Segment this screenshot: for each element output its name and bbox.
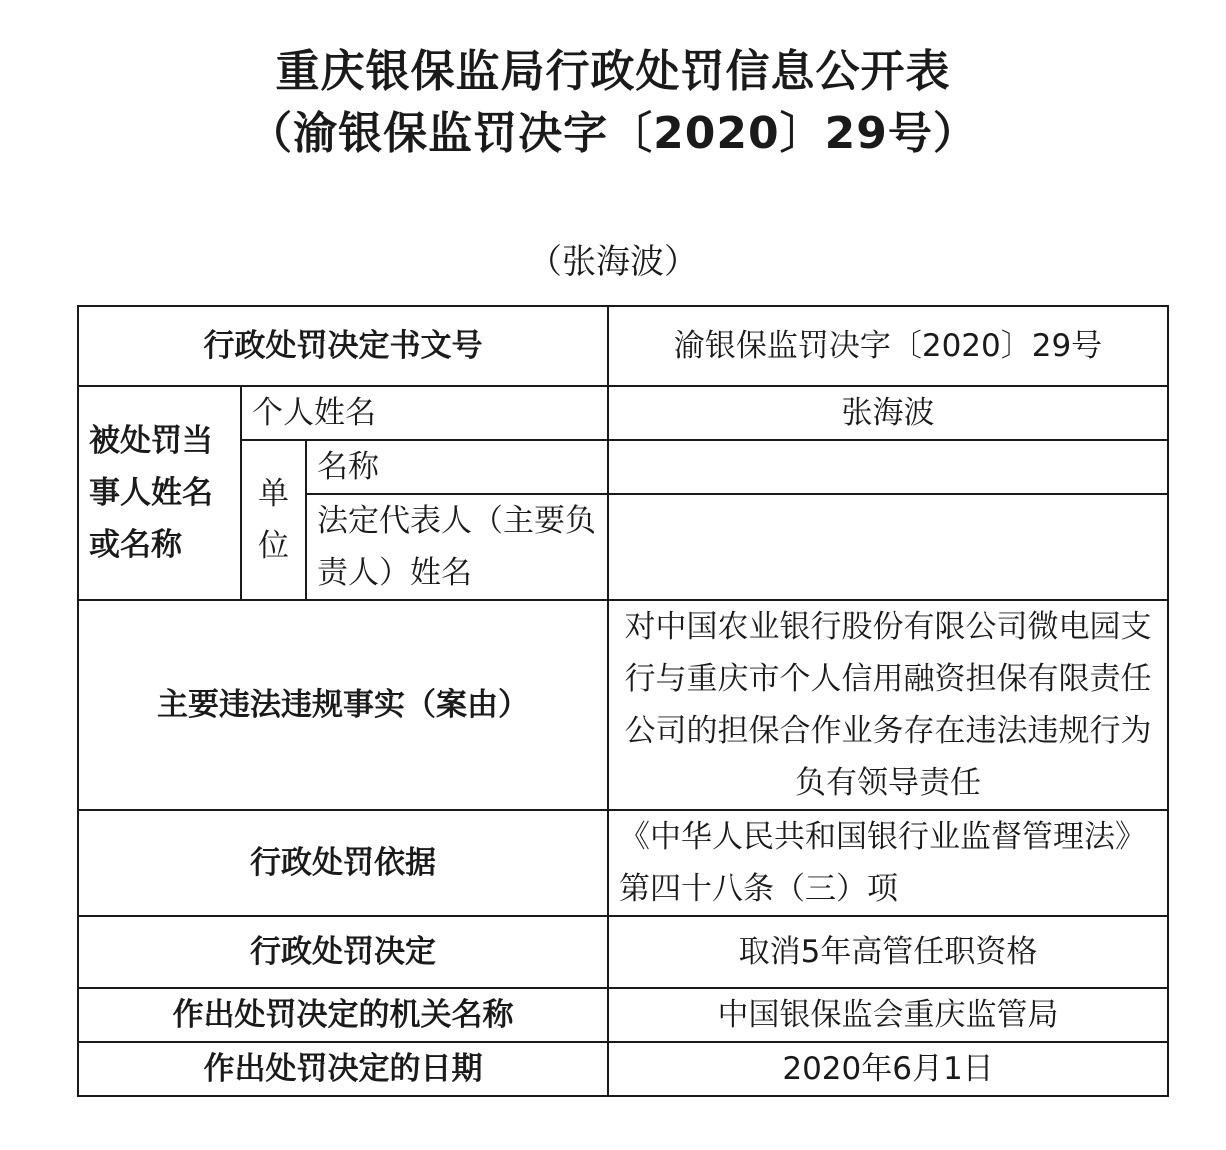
table-row (78, 988, 1168, 1042)
authority-value: 中国银保监会重庆监管局 (608, 988, 1168, 1042)
party-subtitle: （张海波） (528, 242, 698, 282)
decision-value: 取消5年高管任职资格 (608, 916, 1168, 988)
table-row (78, 306, 1168, 386)
legal-rep-label: 法定代表人（主要负责人）姓名 (306, 494, 608, 600)
penalty-info-table (77, 305, 1169, 1097)
individual-name-label: 个人姓名 (241, 386, 608, 440)
unit-name-value (608, 440, 1168, 494)
unit-name-label: 名称 (306, 440, 608, 494)
table-row (78, 810, 1168, 916)
party-label: 被处罚当事人姓名或名称 (78, 386, 241, 600)
basis-value: 《中华人民共和国银行业监督管理法》第四十八条（三）项 (608, 810, 1168, 916)
table-row (78, 1042, 1168, 1096)
decision-label: 行政处罚决定 (78, 916, 608, 988)
facts-value: 对中国农业银行股份有限公司微电园支行与重庆市个人信用融资担保有限责任公司的担保合作业务存在违法违规行为负有领导责任 (608, 600, 1168, 810)
authority-label: 作出处罚决定的机关名称 (78, 988, 608, 1042)
doc-number-value: 渝银保监罚决字〔2020〕29号 (608, 306, 1168, 386)
individual-name-value: 张海波 (608, 386, 1168, 440)
table-row (78, 386, 1168, 440)
date-value: 2020年6月1日 (608, 1042, 1168, 1096)
page-title: 重庆银保监局行政处罚信息公开表 (275, 46, 951, 97)
facts-label: 主要违法违规事实（案由） (78, 600, 608, 810)
unit-label: 单位 (241, 440, 306, 600)
legal-rep-value (608, 494, 1168, 600)
doc-number-label: 行政处罚决定书文号 (78, 306, 608, 386)
table-row (78, 440, 1168, 494)
document-number-title: （渝银保监罚决字〔2020〕29号） (248, 108, 978, 159)
table-row (78, 916, 1168, 988)
basis-label: 行政处罚依据 (78, 810, 608, 916)
date-label: 作出处罚决定的日期 (78, 1042, 608, 1096)
table-row (78, 600, 1168, 810)
